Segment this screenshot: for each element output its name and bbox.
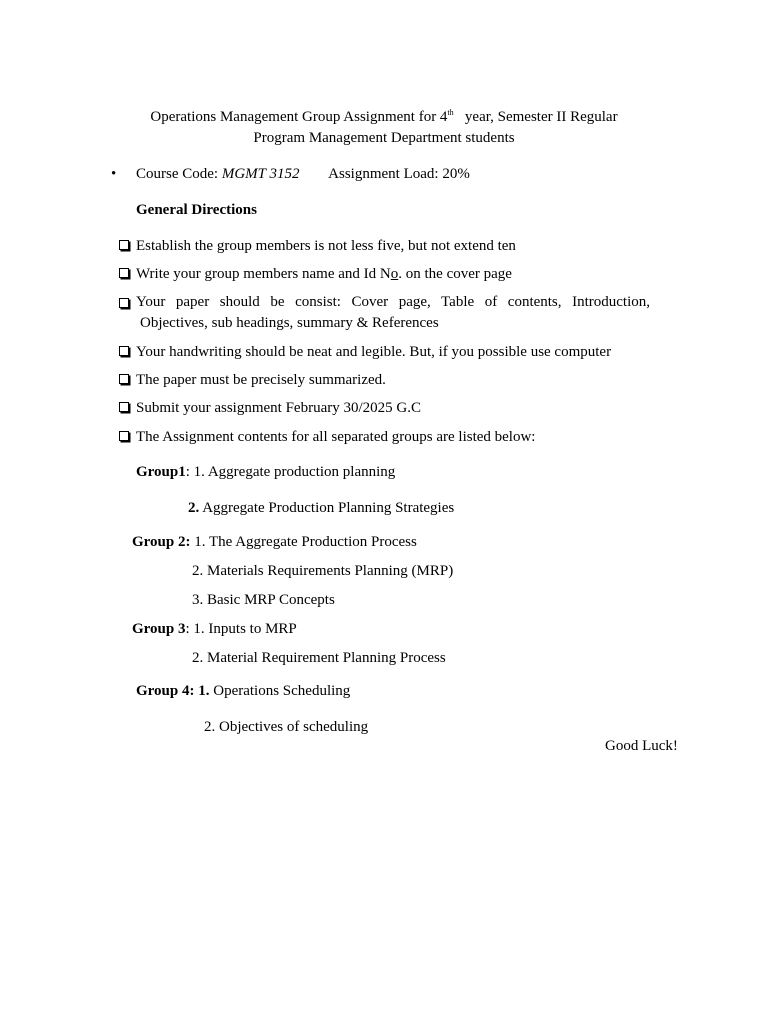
group-4-line-1: Group 4: 1. Operations Scheduling xyxy=(136,683,351,699)
general-directions-heading: General Directions xyxy=(136,202,257,218)
group-3-line-1: Group 3: 1. Inputs to MRP xyxy=(132,621,297,637)
group-4-label: Group 4: 1. xyxy=(136,683,210,699)
direction-item: Write your group members name and Id No. on the cover page xyxy=(119,267,512,282)
checkbox-icon xyxy=(119,346,129,356)
group-1-label: Group1 xyxy=(136,464,186,480)
direction-item: Submit your assignment February 30/2025 G.C xyxy=(119,401,421,416)
group-2-line-1: Group 2: 1. The Aggregate Production Process xyxy=(132,534,417,550)
bullet-icon: • xyxy=(111,166,117,182)
title-superscript: th xyxy=(447,108,454,117)
title-line-1 xyxy=(0,110,768,125)
direction-item: Your handwriting should be neat and legible. But, if you possible use computer xyxy=(119,345,611,360)
group-2-line-2: 2. Materials Requirements Planning (MRP) xyxy=(192,563,454,579)
assignment-load-label: Assignment Load: xyxy=(328,166,439,182)
course-code-value: MGMT 3152 xyxy=(221,166,300,182)
direction-item: Your paper should be consist: Cover page, Table of contents, Introduction, xyxy=(119,295,650,310)
course-code-label: Course Code: xyxy=(136,166,219,182)
title-prefix: Operations Management Group Assignment for 4 xyxy=(150,109,448,125)
group-1-line-1: Group1: 1. Aggregate production planning xyxy=(136,464,396,480)
assignment-load-value: 20% xyxy=(442,166,470,182)
direction-item: The paper must be precisely summarized. xyxy=(119,373,386,388)
title-line-2: Program Management Department students xyxy=(253,130,515,146)
group-3-line-2: 2. Material Requirement Planning Process xyxy=(192,650,446,666)
group-2-line-3: 3. Basic MRP Concepts xyxy=(192,592,335,608)
checkbox-icon xyxy=(119,268,129,278)
group-2-label: Group 2: xyxy=(132,534,191,550)
direction-item: Establish the group members is not less five, but not extend ten xyxy=(119,239,516,254)
group-1-line-2: 2. Aggregate Production Planning Strategies xyxy=(188,500,455,516)
checkbox-icon xyxy=(119,431,129,441)
title-suffix: year, Semester II Regular xyxy=(464,109,618,125)
direction-item: The Assignment contents for all separated groups are listed below: xyxy=(119,430,535,445)
checkbox-icon xyxy=(119,402,129,412)
group-3-label: Group 3 xyxy=(132,621,186,637)
checkbox-icon xyxy=(119,374,129,384)
checkbox-icon xyxy=(119,298,129,308)
course-info xyxy=(136,167,470,182)
checkbox-icon xyxy=(119,240,129,250)
direction-item-continuation: Objectives, sub headings, summary & References xyxy=(140,315,439,331)
closing-text: Good Luck! xyxy=(605,738,678,754)
group-4-line-2: 2. Objectives of scheduling xyxy=(204,719,369,735)
